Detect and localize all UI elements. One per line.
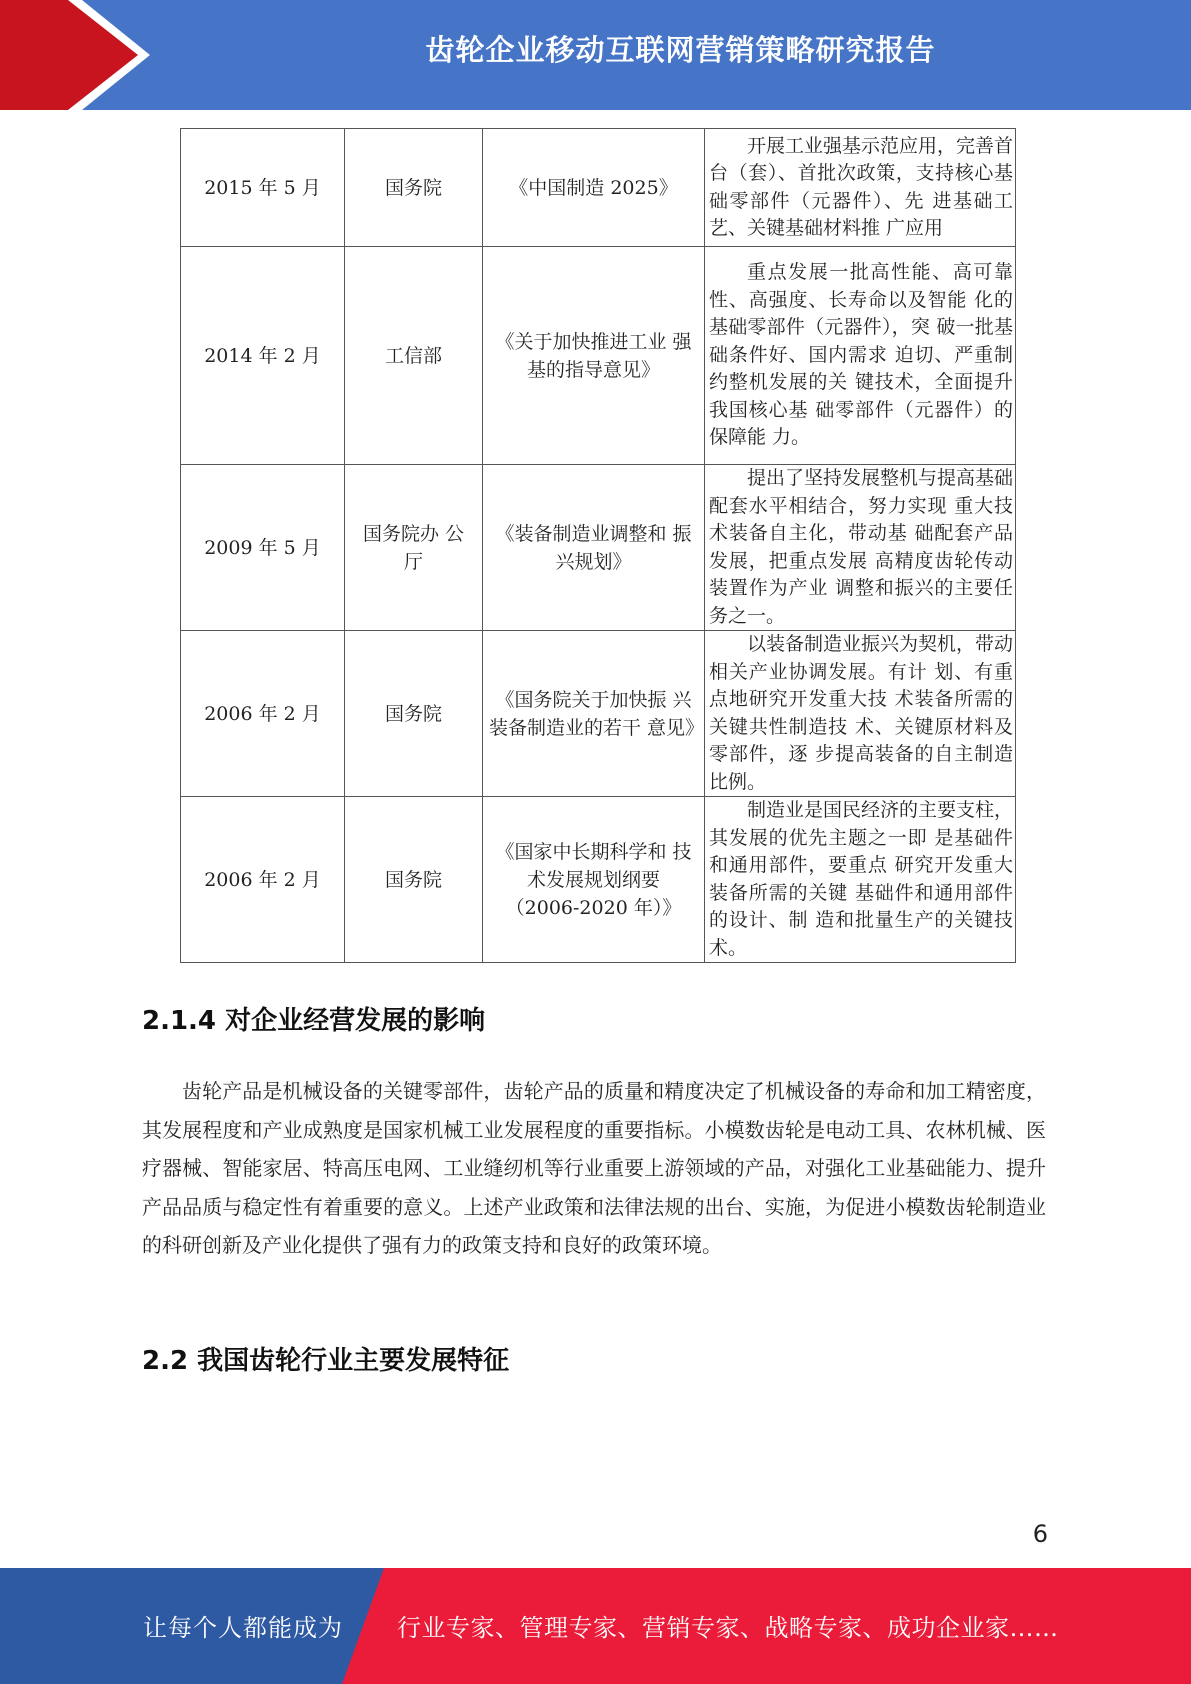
section-heading-2-2: 2.2 我国齿轮行业主要发展特征 xyxy=(142,1346,510,1376)
policy-desc: 开展工业强基示范应用，完善首台（套）、首批次政策，支持核心基础零部件（元器件）、先 进基础工艺、关键基础材料推 广应用 xyxy=(709,134,1014,239)
policy-doc: 《国家中长期科学和 技术发展规划纲要 （2006-2020 年）》 xyxy=(495,840,692,919)
policy-doc-cell xyxy=(483,797,705,963)
policy-doc: 《装备制造业调整和 振兴规划》 xyxy=(495,522,692,573)
policy-doc-cell xyxy=(483,129,705,247)
table-row xyxy=(181,631,1016,797)
policy-org-cell xyxy=(345,465,483,631)
policy-date: 2009 年 5 月 xyxy=(204,536,321,559)
policy-date-cell xyxy=(181,465,345,631)
page-number: 6 xyxy=(1032,1520,1048,1548)
table-row xyxy=(181,797,1016,963)
policy-desc-cell xyxy=(705,797,1016,963)
policy-desc: 重点发展一批高性能、高可靠性、高强度、长寿命以及智能 化的基础零部件（元器件），突 破一批基础条件好、国内需求 迫切、严重制约整机发展的关 键技术，全面提升我国核心基 础零部件（元器件）的保障能 力。 xyxy=(709,261,1013,449)
policy-desc-cell xyxy=(705,631,1016,797)
policy-desc-cell xyxy=(705,465,1016,631)
policy-date: 2006 年 2 月 xyxy=(204,868,321,891)
policy-doc-cell xyxy=(483,631,705,797)
policy-org: 工信部 xyxy=(384,344,442,367)
policy-doc: 《国务院关于加快振 兴装备制造业的若干 意见》 xyxy=(489,688,705,739)
footer-slogan-left: 让每个人都能成为 xyxy=(143,1614,343,1642)
policy-doc-cell xyxy=(483,247,705,465)
policy-doc: 《中国制造 2025》 xyxy=(509,176,678,199)
policy-desc-cell xyxy=(705,247,1016,465)
policy-date-cell xyxy=(181,129,345,247)
section-heading-2-1-4: 2.1.4 对企业经营发展的影响 xyxy=(142,1006,486,1036)
policy-date-cell xyxy=(181,797,345,963)
policy-date: 2006 年 2 月 xyxy=(204,702,321,725)
policy-date: 2015 年 5 月 xyxy=(204,176,321,199)
policy-date: 2014 年 2 月 xyxy=(204,344,321,367)
policy-doc: 《关于加快推进工业 强基的指导意见》 xyxy=(495,330,692,381)
policy-org: 国务院办 公 厅 xyxy=(362,522,465,573)
policy-org: 国务院 xyxy=(384,868,442,891)
policy-org-cell xyxy=(345,797,483,963)
policy-table xyxy=(180,128,1016,963)
policy-desc: 以装备制造业振兴为契机，带动相关产业协调发展。有计 划、有重点地研究开发重大技 术装备所需的关键共性制造技 术、关键原材料及零部件，逐 步提高装备的自主制造比例。 xyxy=(709,633,1014,793)
policy-org: 国务院 xyxy=(384,702,442,725)
policy-desc: 制造业是国民经济的主要支柱，其发展的优先主题之一即 是基础件和通用部件，要重点 研究开发重大装备所需的关键 基础件和通用部件的设计、制 造和批量生产的关键技术。 xyxy=(709,799,1014,959)
report-title: 齿轮企业移动互联网营销策略研究报告 xyxy=(425,33,936,67)
header-banner xyxy=(0,0,1191,110)
policy-org: 国务院 xyxy=(384,176,442,199)
footer-slogan-right: 行业专家、管理专家、营销专家、战略专家、成功企业家…… xyxy=(397,1614,1059,1642)
policy-org-cell xyxy=(345,247,483,465)
policy-org-cell xyxy=(345,631,483,797)
footer-banner xyxy=(0,1568,1191,1684)
policy-desc: 提出了坚持发展整机与提高基础配套水平相结合，努力实现 重大技术装备自主化，带动基 础配套产品发展，把重点发展 高精度齿轮传动装置作为产业 调整和振兴的主要任务之一。 xyxy=(709,467,1014,627)
policy-doc-cell xyxy=(483,465,705,631)
section-2-1-4-paragraph: 齿轮产品是机械设备的关键零部件，齿轮产品的质量和精度决定了机械设备的寿命和加工精密度，其发展程度和产业成熟度是国家机械工业发展程度的重要指标。小模数齿轮是电动工具、农林机械、医疗器械、智能家居、特高压电网、工业缝纫机等行业重要上游领域的产品，对强化工业基础能力、提升产品品质与稳定性有着重要的意义。上述产业政策和法律法规的出台、实施，为促进小模数齿轮制造业的科研创新及产业化提供了强有力的政策支持和良好的政策环境。 xyxy=(142,1079,1046,1257)
policy-org-cell xyxy=(345,129,483,247)
table-row xyxy=(181,129,1016,247)
policy-date-cell xyxy=(181,247,345,465)
table-row xyxy=(181,465,1016,631)
policy-date-cell xyxy=(181,631,345,797)
header-arrow-icon xyxy=(0,0,138,110)
policy-desc-cell xyxy=(705,129,1016,247)
table-row xyxy=(181,247,1016,465)
